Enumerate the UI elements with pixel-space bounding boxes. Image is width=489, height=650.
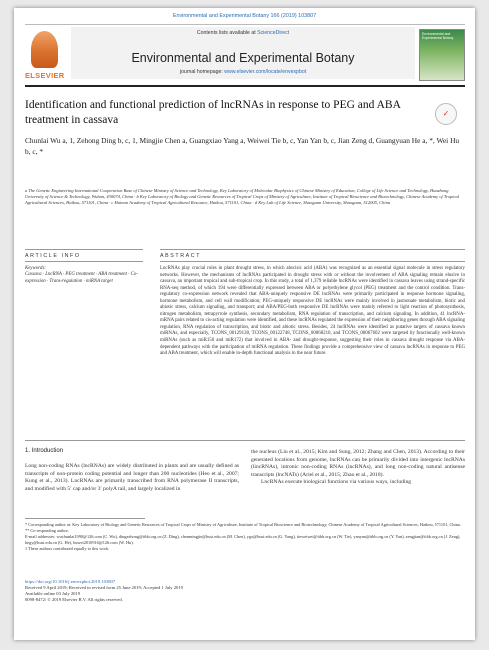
received-dates: Received 9 April 2019; Received in revised form 25 June 2019; Accepted 1 July 2019 [25, 585, 183, 591]
journal-header [25, 24, 465, 87]
homepage-prefix: journal homepage: [179, 69, 223, 75]
sciencedirect-link[interactable]: ScienceDirect [257, 30, 290, 36]
article-info-heading: ARTICLE INFO [25, 253, 81, 259]
keywords-label: Keywords: [25, 266, 47, 271]
abstract-text: LncRNAs play crucial roles in plant drought stress, in which abscisic acid (ABA) was recognized as an essential signal molecule in stress regulatory networks. However, the mechanisms of lncRNAs participated in drought stress with or without the involvement of ABA signaling remain elusive in cassava, an important tropical and sub-tropical crop. In this study, a total of 1,379 reliable lncRNAs were identified in cassava leaves using strand-specific RNA-seq method, of which 194 were differentially expressed between ABA or polyethylene glycol (PEG) treatment and the control condition. Trans-regulatory co-expression network revealed that ABA-uniquely responsive DE lncRNAs were primarily participated in response hormone signaling, hormone metabolism, and cell wall modification; PEG-uniquely responsive DE lncRNAs were mainly involved in jasmonate metabolism, biotic and abiotic stress, calcium signaling, and transport; and ABA/PEG-both responsive DE lncRNAs were mainly referred to light reaction of photosynthesis, nitrogen metabolism, tetrapyrrole synthesis, secondary metabolism, RNA regulation of transcription, and calcium signaling. In addition, 41 lncRNA-mRNA pairs related to cis-acting regulation were identified, and these lncRNAs regulated the expression of their neighboring genes through ABA signaling regulation, RNA regulation of transcription, and biotic and abiotic stress. Besides, 24 lncRNAs were identified as putative targets of cassava known miRNAs, and especially, TCONS_00129138, TCONS_00122748, TCONS_00068210, and TCONS_00067602 were targeted by functionally well-known miRNAs (such as miR156 and miR172) that involved in ABA- and drought-response, suggesting their roles in cassava drought response via ABA-dependent pathways with the participation of miRNA regulation. These findings provide a comprehensive view of cassava lncRNAs in response to PEG and ABA treatment, which will enable in-depth functional analysis in the near future. [160, 266, 465, 357]
contents-prefix: Contents lists available at [196, 30, 256, 36]
elsevier-logo[interactable] [25, 29, 63, 79]
crossmark-icon[interactable]: ✓ [435, 103, 457, 125]
journal-title: Environmental and Experimental Botany [131, 51, 355, 65]
intro-left-column: Long non-coding RNAs (lncRNAs) are widely distributed in plants and are usually defined as transcripts of non-protein coding potential and longer than 200 nucleotides (Heo et al., 2007; Kung et al., 2013). LncRNAs are primarily transcribed from RNA polymerase II transcripts, and modified with 5′ cap and/or 3′ polyA tail, and largely localized in [25, 463, 239, 492]
online-date: Available online 03 July 2019 [25, 591, 81, 597]
intro-right-column [251, 449, 465, 487]
affiliations: a The Genetic Engineering International Cooperation Base of Chinese Ministry of Science and Technology, Key Laboratory of Molecular Biophysics of Chinese Ministry of Education, College of Life Science and Technology, Huazhong University of Science & Technology, Wuhan, 430074, China · b Key Laboratory of Biology and Genetic Resources of Tropical Crops of Ministry of Agriculture, Institute of Tropical Bioscience and Biotechnology, Chinese Academy of Tropical Agricultural Sciences, Haikou, 571101, China · c Hainan Academy of Tropical Agricultural Resource, Haikou, 571101, China · d Key Lab of Life Science, Shaoguan University, Shaoguan, 512005, China [25, 188, 459, 206]
journal-banner [71, 27, 415, 79]
copyright-notice: 0098-8472/ © 2019 Elsevier B.V. All rights reserved. [25, 597, 123, 603]
footnote-divider [25, 518, 145, 519]
co-corresponding-note: ** Co-responding author. [25, 528, 69, 533]
contents-line [71, 30, 415, 36]
divider [25, 261, 143, 262]
intro-right-paragraph: the nucleus (Liu et al., 2015; Kim and Sung, 2012; Zhang and Chen, 2013). According to their generated locations from genome, lncRNAs can be primarily divided into intergenic lncRNAs (lincRNAs), intronic non-coding RNAs (incRNAs), and long non-coding natural antisense transcripts (lncNATs) (Ariel et al., 2015; Zhao et al., 2018). [251, 449, 465, 478]
doi-link[interactable]: https://doi.org/10.1016/j.envexpbot.2019.103807 [25, 579, 116, 584]
divider [160, 249, 465, 250]
author-list: Chunlai Wu a, 1, Zehong Ding b, c, 1, Mingjie Chen a, Guangxiao Yang a, Weiwei Tie b, c, Yan Yan b, c, Jian Zeng d, Guangyuan He a, *, Wei Hu b, c, * [25, 136, 460, 156]
divider [25, 440, 465, 441]
article-page [14, 8, 475, 640]
journal-citation[interactable]: Environmental and Experimental Botany 166 (2019) 103807 [172, 13, 317, 19]
article-title: Identification and functional prediction of lncRNAs in response to PEG and ABA treatment in cassava [25, 99, 401, 126]
keywords-block [25, 266, 143, 285]
equal-contribution-note: 1 These authors contributed equally to this work. [25, 546, 110, 551]
divider [25, 249, 143, 250]
elsevier-tree-icon [31, 31, 58, 68]
corresponding-author-note: * Corresponding author at: Key Laboratory of Biology and Genetic Resources of Tropical Crops of Ministry of Agriculture, Institute of Tropical Bioscience and Biotechnology, Chinese Academy of Tropical Agricultural Sciences, Haikou, 571101, China. [25, 522, 461, 527]
footnotes [25, 522, 465, 552]
abstract-heading: ABSTRACT [160, 253, 202, 259]
publisher-name: ELSEVIER [25, 71, 65, 80]
divider [160, 261, 465, 262]
article-metadata [25, 579, 325, 603]
section-heading-introduction: 1. Introduction [25, 448, 64, 454]
keywords-list: Cassava · LncRNA · PEG treatment · ABA treatment · Co-expression · Trans-regulation · miRNA target [25, 272, 138, 284]
intro-right-paragraph-2: LncRNAs execute biological functions via various ways, including [261, 479, 412, 486]
homepage-link[interactable]: www.elsevier.com/locate/envexpbot [224, 69, 307, 75]
homepage-line [71, 69, 415, 75]
cover-title: Environmental and Experimental Botany [422, 32, 454, 40]
email-addresses[interactable]: E-mail addresses: wuchunlai1990@126.com (C. Wu), dingzehong@itbb.org.cn (Z. Ding), chenmingjie@hust.edu.cn (M. Chen), ygx@hust.edu.cn (G. Yang), tieweiwei@itbb.org.cn (W. Tie), yanyan@itbb.org.cn (Y. Yan), zengjian@itbb.org.cn (J. Zeng), hegy@hust.edu.cn (G. He), huwei2010916@126.com (W. Hu). [25, 534, 461, 545]
journal-cover-thumbnail[interactable] [419, 29, 465, 81]
